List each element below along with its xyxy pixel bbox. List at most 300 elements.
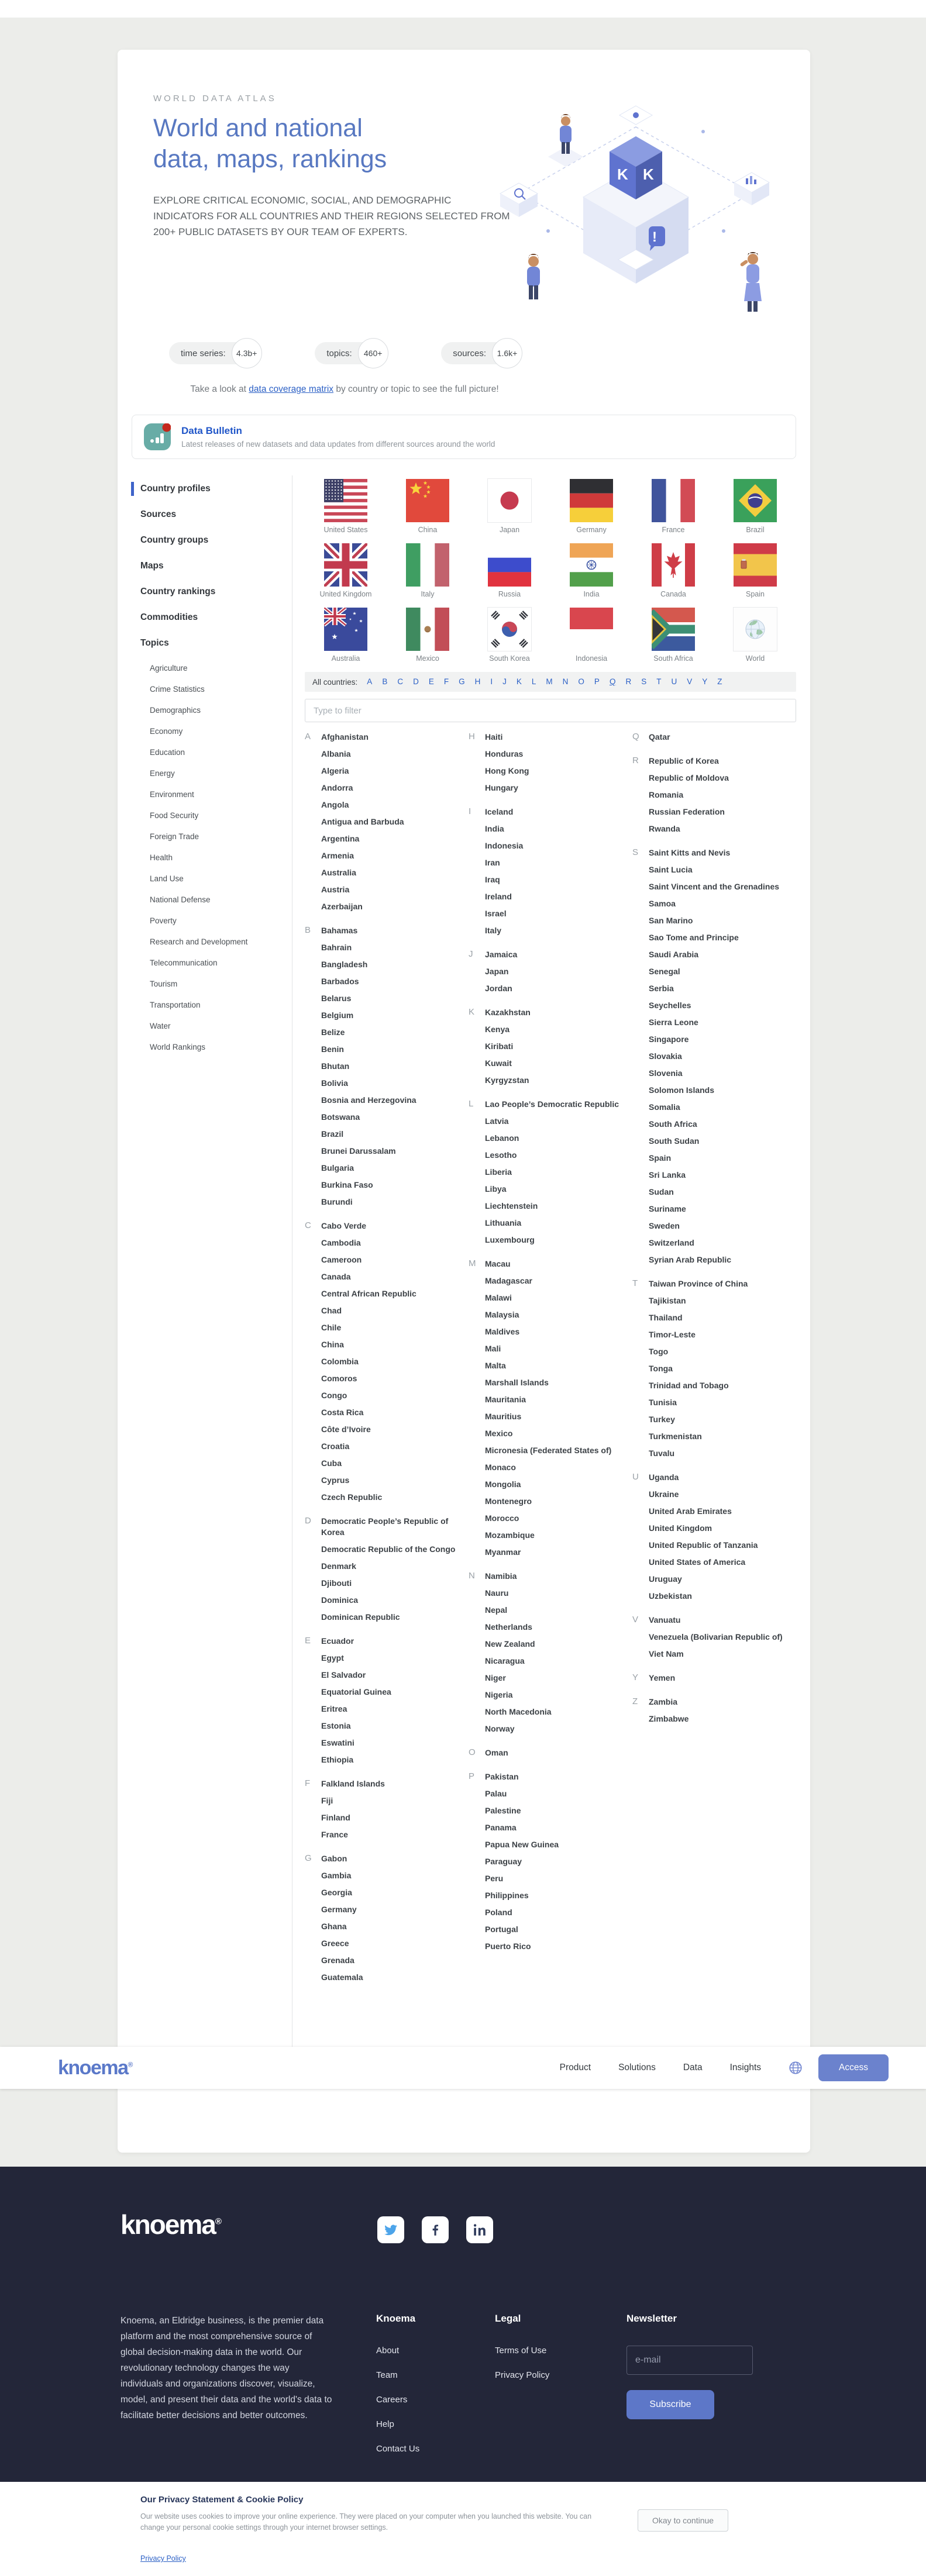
country-link-monaco[interactable]: Monaco (485, 1463, 516, 1472)
country-link-malawi[interactable]: Malawi (485, 1293, 512, 1302)
flag-cell-south-korea[interactable] (469, 608, 550, 663)
country-link-democratic-people-s-republic-of-korea[interactable]: Democratic People’s Republic of Korea (321, 1516, 449, 1537)
country-link-falkland-islands[interactable]: Falkland Islands (321, 1779, 385, 1788)
footer-link-terms-of-use[interactable]: Terms of Use (495, 2346, 547, 2356)
topic-item-education[interactable]: Education (150, 748, 185, 757)
country-link-south-sudan[interactable]: South Sudan (649, 1136, 700, 1146)
country-link-andorra[interactable]: Andorra (321, 783, 353, 792)
linkedin-icon[interactable] (466, 2216, 493, 2243)
topic-item-demographics[interactable]: Demographics (150, 706, 201, 715)
topic-item-tourism[interactable]: Tourism (150, 980, 178, 988)
country-link-uruguay[interactable]: Uruguay (649, 1574, 682, 1584)
country-link-papua-new-guinea[interactable]: Papua New Guinea (485, 1840, 559, 1849)
privacy-policy-link[interactable]: Privacy Policy (140, 2554, 186, 2563)
country-link-united-arab-emirates[interactable]: United Arab Emirates (649, 1506, 732, 1516)
country-link-burkina-faso[interactable]: Burkina Faso (321, 1180, 373, 1189)
country-link-eritrea[interactable]: Eritrea (321, 1704, 347, 1713)
country-link-colombia[interactable]: Colombia (321, 1357, 359, 1366)
topic-item-economy[interactable]: Economy (150, 727, 183, 736)
sidebar-item-country-profiles[interactable]: Country profiles (140, 484, 292, 494)
alphabet-letter-v[interactable]: V (687, 677, 693, 686)
country-link-palestine[interactable]: Palestine (485, 1806, 521, 1815)
country-link-hong-kong[interactable]: Hong Kong (485, 766, 529, 775)
country-link-turkey[interactable]: Turkey (649, 1415, 675, 1424)
country-link-dominica[interactable]: Dominica (321, 1595, 359, 1605)
country-link-germany[interactable]: Germany (321, 1905, 357, 1914)
topic-item-land-use[interactable]: Land Use (150, 874, 184, 883)
country-link-nauru[interactable]: Nauru (485, 1588, 509, 1598)
country-link-argentina[interactable]: Argentina (321, 834, 360, 843)
country-link-somalia[interactable]: Somalia (649, 1102, 680, 1112)
country-link-seychelles[interactable]: Seychelles (649, 1001, 691, 1010)
country-link-canada[interactable]: Canada (321, 1272, 351, 1281)
flag-label: Canada (660, 590, 686, 598)
group-letter: Q (632, 732, 639, 742)
country-link-china[interactable]: China (321, 1340, 344, 1349)
alphabet-letter-m[interactable]: M (546, 677, 553, 686)
country-link-bhutan[interactable]: Bhutan (321, 1061, 350, 1071)
knoema-logo[interactable]: knoema® (58, 2056, 133, 2079)
country-link-thailand[interactable]: Thailand (649, 1313, 683, 1322)
country-link-yemen[interactable]: Yemen (649, 1673, 676, 1682)
country-link-japan[interactable]: Japan (485, 967, 509, 976)
country-link-sierra-leone[interactable]: Sierra Leone (649, 1018, 698, 1027)
country-link-france[interactable]: France (321, 1830, 348, 1839)
flag-fr-icon (652, 479, 695, 522)
alphabet-letter-b[interactable]: B (382, 677, 388, 686)
country-link-el-salvador[interactable]: El Salvador (321, 1670, 366, 1680)
country-link-latvia[interactable]: Latvia (485, 1116, 509, 1126)
country-link-puerto-rico[interactable]: Puerto Rico (485, 1942, 531, 1951)
country-link-algeria[interactable]: Algeria (321, 766, 349, 775)
country-link-kiribati[interactable]: Kiribati (485, 1042, 514, 1051)
country-link-cameroon[interactable]: Cameroon (321, 1255, 362, 1264)
country-link-venezuela-bolivarian-republic-of[interactable]: Venezuela (Bolivarian Republic of) (649, 1632, 783, 1642)
country-link-madagascar[interactable]: Madagascar (485, 1276, 532, 1285)
alphabet-letter-g[interactable]: G (459, 677, 465, 686)
country-link-marshall-islands[interactable]: Marshall Islands (485, 1378, 549, 1387)
flag-cell-france[interactable] (632, 479, 714, 534)
alphabet-letter-k[interactable]: K (516, 677, 522, 686)
country-link-estonia[interactable]: Estonia (321, 1721, 351, 1730)
globe-icon[interactable] (788, 2060, 803, 2075)
country-link-sao-tome-and-principe[interactable]: Sao Tome and Principe (649, 933, 739, 942)
country-link-south-africa[interactable]: South Africa (649, 1119, 697, 1129)
country-link-mauritania[interactable]: Mauritania (485, 1395, 526, 1404)
country-link-djibouti[interactable]: Djibouti (321, 1578, 352, 1588)
country-link-bosnia-and-herzegovina[interactable]: Bosnia and Herzegovina (321, 1095, 416, 1105)
country-link-qatar[interactable]: Qatar (649, 732, 670, 742)
flag-label: Spain (746, 590, 765, 598)
topic-item-energy[interactable]: Energy (150, 769, 175, 778)
page-title: World and national data, maps, rankings (153, 114, 387, 173)
country-link-mexico[interactable]: Mexico (485, 1429, 513, 1438)
country-link-tonga[interactable]: Tonga (649, 1364, 673, 1373)
country-link-kazakhstan[interactable]: Kazakhstan (485, 1008, 531, 1017)
country-link-portugal[interactable]: Portugal (485, 1925, 518, 1934)
alphabet-letter-n[interactable]: N (562, 677, 569, 686)
country-link-italy[interactable]: Italy (485, 926, 502, 935)
sidebar-item-maps[interactable]: Maps (140, 561, 164, 571)
country-link-haiti[interactable]: Haiti (485, 732, 503, 742)
footer-link-careers[interactable]: Careers (376, 2395, 408, 2405)
topic-item-agriculture[interactable]: Agriculture (150, 664, 188, 673)
nav-link-product[interactable]: Product (559, 2063, 591, 2072)
country-link-vanuatu[interactable]: Vanuatu (649, 1615, 681, 1625)
country-link-kenya[interactable]: Kenya (485, 1025, 510, 1034)
country-link-grenada[interactable]: Grenada (321, 1956, 354, 1965)
country-link-brunei-darussalam[interactable]: Brunei Darussalam (321, 1146, 396, 1156)
country-link-azerbaijan[interactable]: Azerbaijan (321, 902, 363, 911)
country-link-pakistan[interactable]: Pakistan (485, 1772, 519, 1781)
country-link-viet-nam[interactable]: Viet Nam (649, 1649, 684, 1658)
country-link-libya[interactable]: Libya (485, 1184, 507, 1194)
sidebar-item-commodities[interactable]: Commodities (140, 612, 198, 622)
country-link-slovenia[interactable]: Slovenia (649, 1068, 683, 1078)
country-link-cambodia[interactable]: Cambodia (321, 1238, 361, 1247)
country-link-uzbekistan[interactable]: Uzbekistan (649, 1591, 692, 1601)
country-link-dominican-republic[interactable]: Dominican Republic (321, 1612, 400, 1622)
topic-item-environment[interactable]: Environment (150, 790, 194, 799)
country-link-botswana[interactable]: Botswana (321, 1112, 360, 1122)
country-link-timor-leste[interactable]: Timor-Leste (649, 1330, 696, 1339)
country-link-lesotho[interactable]: Lesotho (485, 1150, 517, 1160)
topic-item-national-defense[interactable]: National Defense (150, 895, 211, 904)
topic-item-water[interactable]: Water (150, 1022, 171, 1030)
country-link-benin[interactable]: Benin (321, 1044, 344, 1054)
alphabet-letter-i[interactable]: I (490, 677, 493, 686)
country-link-tuvalu[interactable]: Tuvalu (649, 1449, 675, 1458)
country-link-costa-rica[interactable]: Costa Rica (321, 1408, 364, 1417)
alphabet-letter-r[interactable]: R (625, 677, 632, 686)
data-bulletin-card[interactable] (132, 415, 796, 459)
country-link-iran[interactable]: Iran (485, 858, 500, 867)
alphabet-letter-j[interactable]: J (502, 677, 507, 686)
country-link-saudi-arabia[interactable]: Saudi Arabia (649, 950, 699, 959)
flag-cell-russia[interactable] (469, 543, 550, 598)
country-link-austria[interactable]: Austria (321, 885, 350, 894)
country-link-eswatini[interactable]: Eswatini (321, 1738, 354, 1747)
country-link-lao-people-s-democratic-republic[interactable]: Lao People’s Democratic Republic (485, 1099, 619, 1109)
country-link-ireland[interactable]: Ireland (485, 892, 512, 901)
data-coverage-matrix-link[interactable]: data coverage matrix (249, 384, 334, 394)
country-link-mauritius[interactable]: Mauritius (485, 1412, 522, 1421)
country-link-hungary[interactable]: Hungary (485, 783, 518, 792)
country-link-chile[interactable]: Chile (321, 1323, 342, 1332)
country-link-indonesia[interactable]: Indonesia (485, 841, 524, 850)
alphabet-letter-t[interactable]: T (656, 677, 662, 686)
country-link-egypt[interactable]: Egypt (321, 1653, 344, 1663)
flag-cell-japan[interactable] (469, 479, 550, 534)
sidebar-item-topics[interactable]: Topics (140, 638, 169, 648)
flag-cell-indonesia[interactable] (550, 608, 632, 663)
country-link-iraq[interactable]: Iraq (485, 875, 500, 884)
flag-cell-canada[interactable] (632, 543, 714, 598)
country-link-turkmenistan[interactable]: Turkmenistan (649, 1432, 702, 1441)
nav-link-solutions[interactable]: Solutions (618, 2063, 656, 2072)
footer-link-team[interactable]: Team (376, 2370, 398, 2380)
country-link-philippines[interactable]: Philippines (485, 1891, 529, 1900)
country-link-greece[interactable]: Greece (321, 1939, 349, 1948)
country-link-united-republic-of-tanzania[interactable]: United Republic of Tanzania (649, 1540, 758, 1550)
country-link-bahrain[interactable]: Bahrain (321, 943, 352, 952)
country-link-niger[interactable]: Niger (485, 1673, 506, 1682)
country-link-uganda[interactable]: Uganda (649, 1473, 679, 1482)
country-link-united-kingdom[interactable]: United Kingdom (649, 1523, 712, 1533)
country-link-samoa[interactable]: Samoa (649, 899, 676, 908)
country-link-syrian-arab-republic[interactable]: Syrian Arab Republic (649, 1255, 732, 1264)
flag-es-icon (734, 543, 777, 587)
country-link-north-macedonia[interactable]: North Macedonia (485, 1707, 552, 1716)
footer-link-contact-us[interactable]: Contact Us (376, 2444, 420, 2454)
country-link-sri-lanka[interactable]: Sri Lanka (649, 1170, 686, 1180)
alphabet-letter-f[interactable]: F (443, 677, 449, 686)
country-link-finland[interactable]: Finland (321, 1813, 350, 1822)
flag-cell-brazil[interactable] (714, 479, 796, 534)
country-link-india[interactable]: India (485, 824, 504, 833)
country-link-democratic-republic-of-the-congo[interactable]: Democratic Republic of the Congo (321, 1544, 456, 1554)
sidebar-item-country-groups[interactable]: Country groups (140, 535, 209, 545)
topic-item-world-rankings[interactable]: World Rankings (150, 1043, 206, 1051)
topic-item-transportation[interactable]: Transportation (150, 1001, 201, 1009)
country-link-senegal[interactable]: Senegal (649, 967, 680, 976)
flag-cell-south-africa[interactable] (632, 608, 714, 663)
country-link-kuwait[interactable]: Kuwait (485, 1058, 512, 1068)
country-link-saint-lucia[interactable]: Saint Lucia (649, 865, 693, 874)
access-button[interactable]: Access (818, 2054, 889, 2081)
country-link-czech-republic[interactable]: Czech Republic (321, 1492, 383, 1502)
flag-label: South Africa (653, 654, 693, 663)
country-link-ghana[interactable]: Ghana (321, 1922, 347, 1931)
alphabet-letter-c[interactable]: C (397, 677, 404, 686)
country-link-comoros[interactable]: Comoros (321, 1374, 357, 1383)
alphabet-letter-u[interactable]: U (671, 677, 677, 686)
footer-link-about[interactable]: About (376, 2346, 400, 2356)
country-link-guatemala[interactable]: Guatemala (321, 1972, 363, 1982)
country-link-honduras[interactable]: Honduras (485, 749, 524, 758)
country-link-switzerland[interactable]: Switzerland (649, 1238, 694, 1247)
alphabet-letter-l[interactable]: L (531, 677, 536, 686)
country-link-spain[interactable]: Spain (649, 1153, 672, 1163)
country-link-republic-of-moldova[interactable]: Republic of Moldova (649, 773, 729, 782)
country-link-trinidad-and-tobago[interactable]: Trinidad and Tobago (649, 1381, 729, 1390)
footer-link-privacy-policy[interactable]: Privacy Policy (495, 2370, 550, 2380)
country-link-kyrgyzstan[interactable]: Kyrgyzstan (485, 1075, 529, 1085)
country-link-nepal[interactable]: Nepal (485, 1605, 508, 1615)
country-link-sweden[interactable]: Sweden (649, 1221, 680, 1230)
country-link-c-te-d-ivoire[interactable]: Côte d’Ivoire (321, 1425, 371, 1434)
country-link-albania[interactable]: Albania (321, 749, 351, 758)
country-link-lithuania[interactable]: Lithuania (485, 1218, 522, 1227)
country-link-ukraine[interactable]: Ukraine (649, 1489, 679, 1499)
country-link-denmark[interactable]: Denmark (321, 1561, 356, 1571)
country-link-san-marino[interactable]: San Marino (649, 916, 693, 925)
country-link-myanmar[interactable]: Myanmar (485, 1547, 521, 1557)
newsletter-email-input[interactable] (626, 2346, 753, 2375)
country-link-australia[interactable]: Australia (321, 868, 356, 877)
country-link-cyprus[interactable]: Cyprus (321, 1475, 350, 1485)
country-link-gabon[interactable]: Gabon (321, 1854, 347, 1863)
country-link-norway[interactable]: Norway (485, 1724, 515, 1733)
country-link-fiji[interactable]: Fiji (321, 1796, 333, 1805)
topic-item-foreign-trade[interactable]: Foreign Trade (150, 832, 199, 841)
country-link-nicaragua[interactable]: Nicaragua (485, 1656, 525, 1665)
country-link-belarus[interactable]: Belarus (321, 994, 352, 1003)
country-link-cuba[interactable]: Cuba (321, 1458, 342, 1468)
topic-item-research-and-development[interactable]: Research and Development (150, 937, 248, 946)
country-link-montenegro[interactable]: Montenegro (485, 1496, 532, 1506)
alphabet-letter-z[interactable]: Z (717, 677, 722, 686)
country-link-rwanda[interactable]: Rwanda (649, 824, 680, 833)
country-link-poland[interactable]: Poland (485, 1908, 512, 1917)
country-link-singapore[interactable]: Singapore (649, 1034, 689, 1044)
alphabet-letter-a[interactable]: A (367, 677, 373, 686)
country-link-macau[interactable]: Macau (485, 1259, 511, 1268)
flag-cell-united-kingdom[interactable] (305, 543, 387, 598)
country-link-gambia[interactable]: Gambia (321, 1871, 352, 1880)
country-link-mozambique[interactable]: Mozambique (485, 1530, 535, 1540)
flag-cell-mexico[interactable] (387, 608, 469, 663)
topic-item-crime-statistics[interactable]: Crime Statistics (150, 685, 205, 694)
country-link-saint-vincent-and-the-grenadines[interactable]: Saint Vincent and the Grenadines (649, 882, 780, 891)
country-link-zambia[interactable]: Zambia (649, 1697, 678, 1706)
country-link-israel[interactable]: Israel (485, 909, 507, 918)
country-link-romania[interactable]: Romania (649, 790, 684, 799)
country-link-oman[interactable]: Oman (485, 1748, 508, 1757)
country-filter-input[interactable] (305, 699, 796, 722)
main-card (118, 50, 810, 2153)
country-link-armenia[interactable]: Armenia (321, 851, 354, 860)
country-link-malaysia[interactable]: Malaysia (485, 1310, 519, 1319)
flag-cell-united-states[interactable] (305, 479, 387, 534)
country-link-namibia[interactable]: Namibia (485, 1571, 517, 1581)
twitter-icon[interactable] (377, 2216, 404, 2243)
alphabet-letter-o[interactable]: O (578, 677, 584, 686)
country-link-barbados[interactable]: Barbados (321, 977, 359, 986)
country-link-afghanistan[interactable]: Afghanistan (321, 732, 369, 742)
country-link-bolivia[interactable]: Bolivia (321, 1078, 348, 1088)
country-link-chad[interactable]: Chad (321, 1306, 342, 1315)
country-link-georgia[interactable]: Georgia (321, 1888, 352, 1897)
letter-group-q (632, 732, 796, 749)
country-link-solomon-islands[interactable]: Solomon Islands (649, 1085, 715, 1095)
topic-item-health[interactable]: Health (150, 853, 173, 862)
flag-cell-china[interactable] (387, 479, 469, 534)
country-link-serbia[interactable]: Serbia (649, 984, 674, 993)
country-link-burundi[interactable]: Burundi (321, 1197, 353, 1206)
footer-link-help[interactable]: Help (376, 2419, 394, 2429)
country-link-croatia[interactable]: Croatia (321, 1442, 350, 1451)
country-link-jordan[interactable]: Jordan (485, 984, 512, 993)
country-link-bahamas[interactable]: Bahamas (321, 926, 358, 935)
country-link-belize[interactable]: Belize (321, 1027, 345, 1037)
flag-cell-india[interactable] (550, 543, 632, 598)
country-link-tajikistan[interactable]: Tajikistan (649, 1296, 686, 1305)
alphabet-letter-h[interactable]: H (474, 677, 481, 686)
country-link-mali[interactable]: Mali (485, 1344, 501, 1353)
country-link-ecuador[interactable]: Ecuador (321, 1636, 354, 1646)
sidebar-item-sources[interactable]: Sources (140, 509, 177, 519)
country-link-central-african-republic[interactable]: Central African Republic (321, 1289, 416, 1298)
flag-cell-spain[interactable] (714, 543, 796, 598)
country-link-republic-of-korea[interactable]: Republic of Korea (649, 756, 719, 765)
country-link-antigua-and-barbuda[interactable]: Antigua and Barbuda (321, 817, 404, 826)
country-link-jamaica[interactable]: Jamaica (485, 950, 518, 959)
country-link-bangladesh[interactable]: Bangladesh (321, 960, 368, 969)
country-link-equatorial-guinea[interactable]: Equatorial Guinea (321, 1687, 391, 1696)
country-link-saint-kitts-and-nevis[interactable]: Saint Kitts and Nevis (649, 848, 731, 857)
country-link-slovakia[interactable]: Slovakia (649, 1051, 682, 1061)
country-link-bulgaria[interactable]: Bulgaria (321, 1163, 354, 1173)
country-link-micronesia-federated-states-of[interactable]: Micronesia (Federated States of) (485, 1446, 612, 1455)
country-link-new-zealand[interactable]: New Zealand (485, 1639, 535, 1649)
alphabet-letter-e[interactable]: E (428, 677, 434, 686)
top-strip (0, 0, 926, 18)
alphabet-letter-q[interactable]: Q (609, 677, 616, 686)
alphabet-letter-p[interactable]: P (594, 677, 600, 686)
sidebar-item-country-rankings[interactable]: Country rankings (140, 587, 216, 596)
country-link-sudan[interactable]: Sudan (649, 1187, 674, 1196)
country-link-maldives[interactable]: Maldives (485, 1327, 520, 1336)
country-link-palau[interactable]: Palau (485, 1789, 507, 1798)
country-link-togo[interactable]: Togo (649, 1347, 669, 1356)
country-link-cabo-verde[interactable]: Cabo Verde (321, 1221, 367, 1230)
alphabet-letter-s[interactable]: S (641, 677, 647, 686)
country-link-lebanon[interactable]: Lebanon (485, 1133, 519, 1143)
country-link-congo[interactable]: Congo (321, 1391, 347, 1400)
topic-item-food-security[interactable]: Food Security (150, 811, 199, 820)
country-link-panama[interactable]: Panama (485, 1823, 517, 1832)
flag-cell-australia[interactable] (305, 608, 387, 663)
country-link-luxembourg[interactable]: Luxembourg (485, 1235, 535, 1244)
subscribe-button[interactable]: Subscribe (626, 2390, 714, 2419)
country-link-malta[interactable]: Malta (485, 1361, 506, 1370)
country-link-mongolia[interactable]: Mongolia (485, 1480, 521, 1489)
alphabet-letter-d[interactable]: D (413, 677, 419, 686)
topic-item-poverty[interactable]: Poverty (150, 916, 177, 925)
facebook-icon[interactable] (422, 2216, 449, 2243)
country-link-morocco[interactable]: Morocco (485, 1513, 519, 1523)
country-link-united-states-of-america[interactable]: United States of America (649, 1557, 746, 1567)
nav-link-data[interactable]: Data (683, 2063, 703, 2072)
country-link-peru[interactable]: Peru (485, 1874, 504, 1883)
topic-item-telecommunication[interactable]: Telecommunication (150, 958, 218, 967)
country-link-liberia[interactable]: Liberia (485, 1167, 512, 1177)
country-link-ethiopia[interactable]: Ethiopia (321, 1755, 354, 1764)
flag-cell-germany[interactable] (550, 479, 632, 534)
nav-link-insights[interactable]: Insights (729, 2063, 761, 2072)
okay-to-continue-button[interactable]: Okay to continue (638, 2509, 728, 2532)
country-link-belgium[interactable]: Belgium (321, 1011, 354, 1020)
alphabet-letter-y[interactable]: Y (702, 677, 708, 686)
country-link-paraguay[interactable]: Paraguay (485, 1857, 522, 1866)
country-link-brazil[interactable]: Brazil (321, 1129, 344, 1139)
group-letter: Z (632, 1696, 638, 1706)
country-link-nigeria[interactable]: Nigeria (485, 1690, 513, 1699)
country-link-zimbabwe[interactable]: Zimbabwe (649, 1714, 689, 1723)
country-link-iceland[interactable]: Iceland (485, 807, 514, 816)
flag-cell-world[interactable] (714, 608, 796, 663)
country-link-russian-federation[interactable]: Russian Federation (649, 807, 725, 816)
country-link-tunisia[interactable]: Tunisia (649, 1398, 677, 1407)
country-link-angola[interactable]: Angola (321, 800, 349, 809)
country-link-suriname[interactable]: Suriname (649, 1204, 686, 1213)
country-link-taiwan-province-of-china[interactable]: Taiwan Province of China (649, 1279, 748, 1288)
flag-cell-italy[interactable] (387, 543, 469, 598)
group-letter: M (469, 1258, 476, 1268)
country-link-netherlands[interactable]: Netherlands (485, 1622, 532, 1632)
country-link-liechtenstein[interactable]: Liechtenstein (485, 1201, 538, 1211)
